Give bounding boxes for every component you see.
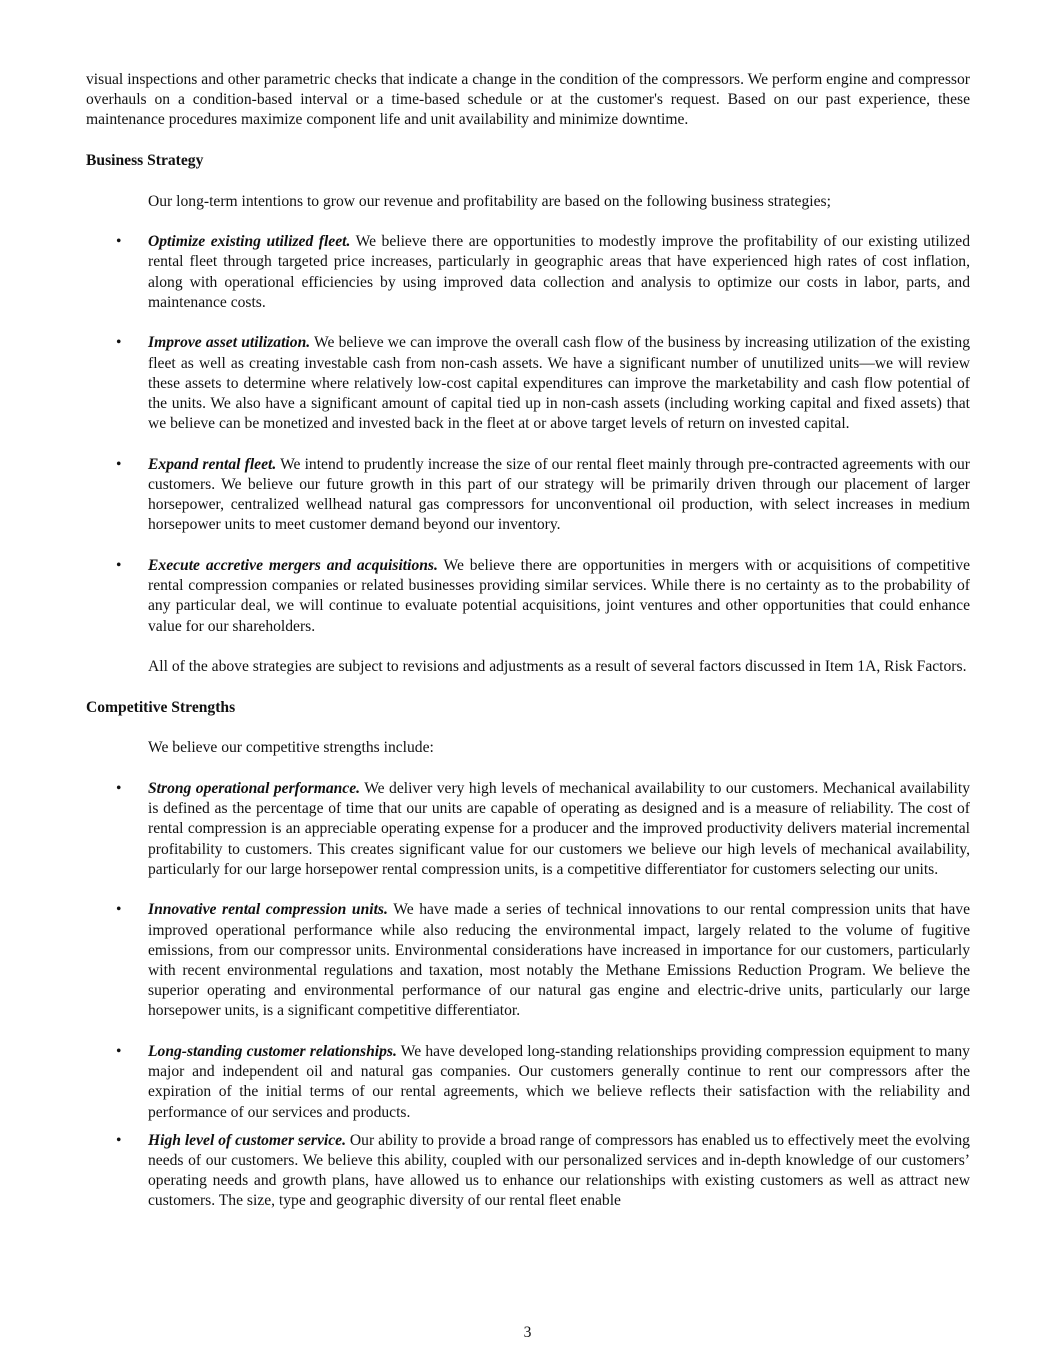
competitive-strengths-heading: Competitive Strengths [86, 698, 236, 716]
bullet-body: We believe there are opportunities to modestly improve the profitability of our existing utilized rental fleet through targeted price increases, particularly in geographic areas that have experienced high rates of cost inflation, along with operational efficiencies by using improved data collection and analysis to optimize our costs in labor, parts, and maintenance costs. [148, 233, 970, 311]
bullet-icon: • [116, 901, 122, 919]
bullet-body: We deliver very high levels of mechanical availability to our customers. Mechanical availability is defined as the percentage of time that our units are capable of operating as designed and is a measure of reliability. The cost of rental compression is an appreciable operating expense for a producer and the improved productivity delivers material incremental profitability to customers. This creates significant value for our customers we believe our high levels of mechanical availability, particularly for our large horsepower rental compression units, is a competitive differentiator for customers selecting our units. [148, 779, 970, 878]
intro-paragraph: visual inspections and other parametric checks that indicate a change in the condition of the compressors. We perform engine and compressor overhauls on a condition-based interval or a time-based schedule or at the customer's request. Based on our past experience, these maintenance procedures maximize component life and unit availability and minimize downtime. [86, 71, 970, 129]
bullet-body: We have developed long-standing relationships providing compression equipment to many major and independent oil and natural gas companies. Our customers generally continue to rent our compressors after the expiration of the initial terms of our rental agreements, which we believe reflects their satisfaction with the reliability and performance of our services and products. [148, 1043, 970, 1121]
bullet-icon: • [116, 557, 122, 574]
bullet-item [86, 333, 970, 434]
bullet-icon: • [116, 1043, 122, 1060]
bullet-title: High level of customer service. [148, 1131, 346, 1149]
bullet-item [86, 232, 970, 313]
bullet-body: We intend to prudently increase the size of our rental fleet mainly through pre-contracted agreements with our customers. We believe our future growth in this part of our strategy will be primarily driven through our placement of larger horsepower, centralized wellhead natural gas compressors for unconventional oil production, with select increases in medium horsepower units to meet customer demand beyond our inventory. [148, 455, 970, 534]
bullet-item [86, 455, 970, 536]
page-number: 3 [523, 1324, 532, 1341]
bullet-item [86, 900, 970, 1021]
bullet-title: Optimize existing utilized fleet. [148, 233, 351, 251]
bullet-item [86, 1042, 970, 1123]
bullet-title: Improve asset utilization. [148, 334, 311, 352]
bullet-title: Innovative rental compression units. [148, 901, 388, 919]
bullet-icon: • [116, 779, 122, 797]
bullet-item [86, 556, 970, 637]
bullet-body: Our ability to provide a broad range of compressors has enabled us to effectively meet the evolving needs of our customers. We believe this ability, coupled with our personalized services and in-depth knowledge of our customers’ operating needs and growth plans, have allowed us to enhance our relationships with existing customers as well as attract new customers. The size, type and geographic diversity of our rental fleet enable [148, 1131, 970, 1210]
business-strategy-lead: Our long-term intentions to grow our revenue and profitability are based on the following business strategies; [148, 192, 831, 210]
bullet-title: Execute accretive mergers and acquisitions. [148, 557, 438, 574]
bullet-icon: • [116, 233, 122, 251]
bullet-body: We believe there are opportunities in mergers with or acquisitions of competitive rental compression companies or related businesses providing similar services. While there is no certainty as to the probability of any particular deal, we will continue to evaluate potential acquisitions, joint ventures and other opportunities that could enhance value for our shareholders. [148, 557, 970, 635]
bullet-body: We believe we can improve the overall cash flow of the business by increasing utilization of the existing fleet as well as creating investable cash from non-cash assets. We have a significant number of unutilized units—we will review these assets to determine where relatively low-cost capital expenditures can improve the marketability and cash flow potential of the units. We also have a significant amount of capital tied up in non-cash assets (including working capital and fixed assets) that we believe can be monetized and invested back in the fleet at or above target levels of return on invested capital. [148, 334, 970, 433]
bullet-icon: • [116, 1131, 122, 1149]
competitive-strengths-lead: We believe our competitive strengths include: [148, 739, 434, 757]
business-strategy-closing: All of the above strategies are subject to revisions and adjustments as a result of several factors discussed in Item 1A, Risk Factors. [148, 658, 967, 676]
document-page [86, 70, 970, 1232]
bullet-icon: • [116, 334, 122, 352]
bullet-title: Long-standing customer relationships. [148, 1043, 397, 1060]
bullet-icon: • [116, 455, 122, 473]
bullet-item [86, 1131, 970, 1212]
bullet-title: Strong operational performance. [148, 779, 361, 797]
bullet-body: We have made a series of technical innovations to our rental compression units that have improved operational performance while also reducing the environmental impact, largely related to the volume of fugitive emissions, from our compressor units. Environmental considerations have increased in importance for our customers, particularly with recent environmental regulations and taxation, most notably the Methane Emissions Reduction Program. We believe the superior operating and environmental performance of our natural gas engine and electric-drive units, particularly our large horsepower units, is a significant competitive differentiator. [148, 901, 970, 1020]
bullet-title: Expand rental fleet. [148, 455, 277, 473]
business-strategy-heading: Business Strategy [86, 152, 204, 169]
bullet-item [86, 779, 970, 880]
